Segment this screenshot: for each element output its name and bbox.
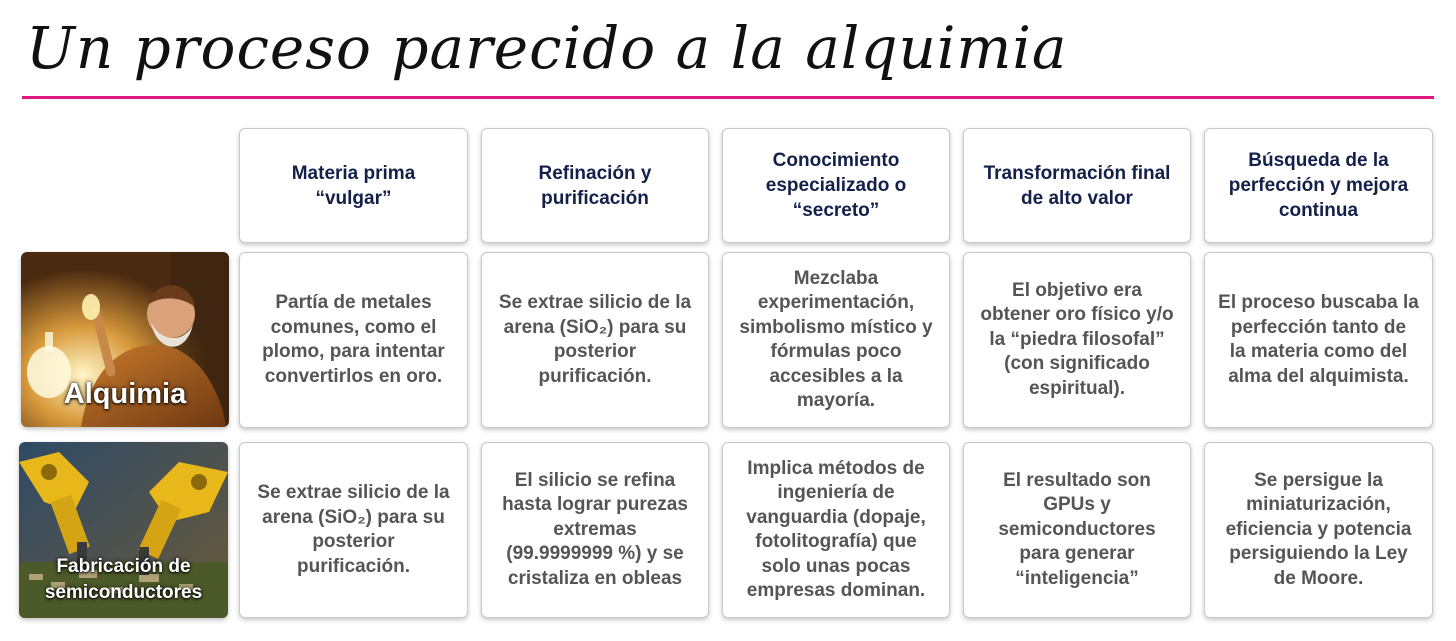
semiconductores-refinacion: El silicio se refina hasta lograr purezas extremas (99.9999999 %) y se cristaliza en obleas <box>481 442 709 618</box>
column-header-conocimiento: Conocimiento especializado o “secreto” <box>722 128 950 243</box>
alquimia-image <box>21 252 229 427</box>
page-title: Un proceso parecido a la alquimia <box>26 14 1068 82</box>
column-header-refinacion: Refinación y purificación <box>481 128 709 243</box>
row-label-semiconductores: Fabricación de semiconductores <box>44 556 203 603</box>
semiconductores-perfeccion: Se persigue la miniaturización, eficiencia y potencia persiguiendo la Ley de Moore. <box>1204 442 1433 618</box>
alquimia-transformacion: El objetivo era obtener oro físico y/o la “piedra filosofal” (con significado espiritual). <box>963 252 1191 428</box>
alquimia-perfeccion: El proceso buscaba la perfección tanto de la materia como del alma del alquimista. <box>1204 252 1433 428</box>
semiconductores-image <box>19 442 228 618</box>
row-label-alquimia: Alquimia <box>63 378 187 410</box>
alquimia-refinacion: Se extrae silicio de la arena (SiO₂) para su posterior purificación. <box>481 252 709 428</box>
column-header-transformacion: Transformación final de alto valor <box>963 128 1191 243</box>
title-underline <box>22 96 1434 99</box>
semiconductores-conocimiento: Implica métodos de ingeniería de vanguardia (dopaje, fotolitografía) que solo unas pocas empresas dominan. <box>722 442 950 618</box>
column-header-perfeccion: Búsqueda de la perfección y mejora continua <box>1204 128 1433 243</box>
alquimia-conocimiento: Mezclaba experimentación, simbolismo místico y fórmulas poco accesibles a la mayoría. <box>722 252 950 428</box>
semiconductores-materia-prima: Se extrae silicio de la arena (SiO₂) para su posterior purificación. <box>239 442 468 618</box>
semiconductores-transformacion: El resultado son GPUs y semiconductores para generar “inteligencia” <box>963 442 1191 618</box>
alquimia-materia-prima: Partía de metales comunes, como el plomo, para intentar convertirlos en oro. <box>239 252 468 428</box>
column-header-materia-prima: Materia prima “vulgar” <box>239 128 468 243</box>
